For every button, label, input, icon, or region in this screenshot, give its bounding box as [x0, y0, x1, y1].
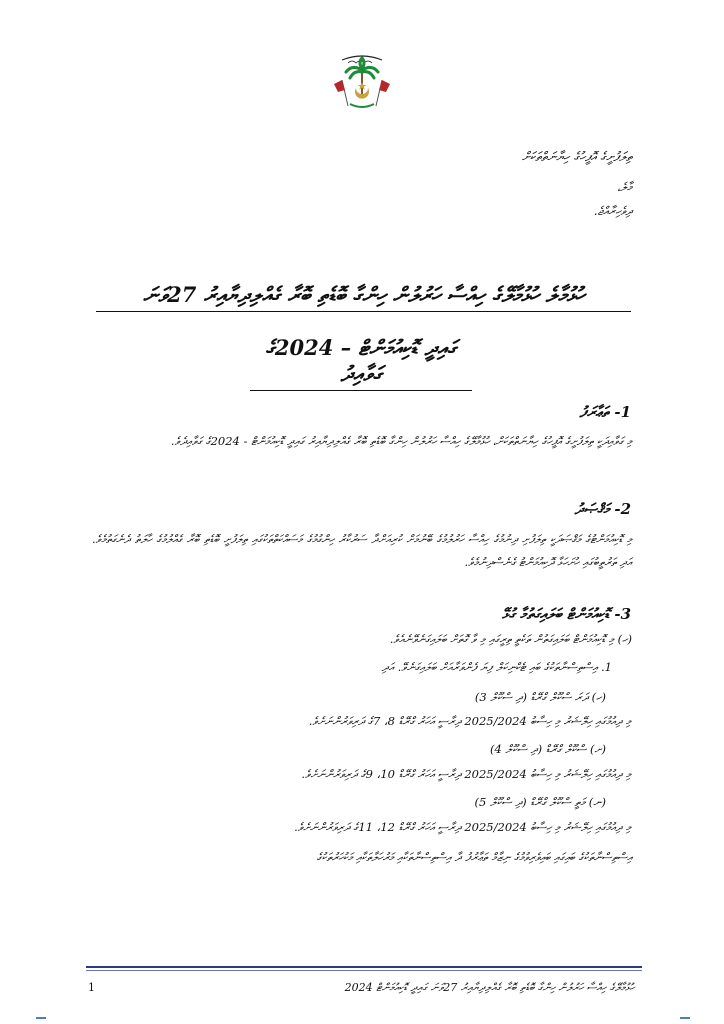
office-city: މާލެ،: [617, 180, 632, 194]
section-item: މި ދިއުމުގައި ހިލޭޝަރު މި ހިސާބު 2025/2024 ދިރާސީ އަހަރު ގްރޭޑް 12، 11ގެ ދަރިވަރުންނަށެވެ.: [294, 820, 631, 834]
section-heading-introduction: 1- ތަޢާރަފު: [579, 403, 631, 421]
office-name: ތިލަފުށީގެ އޮފީހުގެ ހިޔާނަތްތަކަށް: [521, 150, 632, 165]
section-heading-purpose: 2- މަޤްޞަދު: [574, 500, 631, 518]
section-item: މި ދިއުމުގައި ހިލޭޝަރު މި ހިސާބު 2025/2024 ދިރާސީ އަހަރު ގްރޭޑް 10، 9ގެ ދަރިވަރުންނަށެވެ.: [301, 767, 631, 781]
state-emblem: [328, 50, 396, 118]
corner-mark-right: [680, 1017, 690, 1019]
emblem-icon: [328, 50, 396, 118]
office-country: ދިވެހިރާއްޖެ.: [593, 204, 632, 218]
section-item: (ނ) މަތީ ސްކޫލް ގްރޭޑް (ދި ސްކޫލް 5): [474, 795, 606, 809]
section-body-introduction: މި ގަވާއިދަކީ ތިލަފުށީގެ އޮފީހުގެ ހިޔާނަތްތަކަށް، ހުޅުމާލޭގެ ހިއްސާ ހަރުލުން ހިންގާ ބޮޑެތި ބޮރާ ގެއްލިދިޔާއިރު ގައިދީ ޑޮކިއުމަންޓް - 2024ގެ ގަވާއިދެވެ.: [170, 434, 632, 448]
document-title-line-1: ހުޅުމާލެ ހުޅުމާލޭގެ ހިއްސާ ހަރުލުން ހިންގާ ބޮޑެތި ބޮރާ ގެއްލިދިޔާއިރު 27ވަނަ: [96, 282, 631, 312]
page-number: 1: [88, 981, 95, 994]
footer-title: ހުޅުމާލޭގެ ހިއްސާ ހަރުލުން ހިންގާ ބޮޑެތި ބޮރާ ގެއްލިދިޔާއިރު 27ވަނަ ގައިދީ ޑޮކިއުމަންޓް 2024: [344, 981, 634, 994]
section-body-purpose: މި ޑޮކިއުމަންޓުގެ މަޤްޞަދަކީ ތިލަފުށި ދިނުމުގެ ހިއްސާ ހަރުލުމުގެ ބޭނުމަށް ކުރިއަށްދާ ސަރުކާރު ހިންގުމުގެ މަސައްކަތްތަކުގައި ތިލަފުށީ ބޮޑެތި ބޮރާ ގެއްލުމުގެ ހާލަތު ދެނެގަތުމެވެ. އަދި ތަރުތީބުގައި ހުށަހަޅާ ދޮކިއުމަންޓު ގެނެސްދިނުމެވެ.: [92, 532, 632, 569]
footer-divider: [86, 966, 642, 968]
section-item: މި ދިއުމުގައި ހިލޭޝަރު މި ހިސާބު 2025/2024 ދިރާސީ އަހަރު ގްރޭޑް 8، 7ގެ ދަރިވަރުންނަށެވެ.: [308, 714, 631, 728]
corner-mark-left: [36, 1017, 46, 1019]
section-item: 1. އިސްތިސްނާތަކުގެ ބައި ޓެކްނިކަލް ފިޔަ ފެންވަރާއަށް ބަލައިގަނެވޭ. އަދި: [381, 660, 612, 674]
section-item: (ހ) ދަރަ ސްކޫލް ގްރޭޑް (ދި ސްކޫލް 3): [474, 690, 606, 704]
section-item: (ހ) މި ޑޮކިއުމަންޓް ބަލައިގަތުން ތަކެތީ ތިރީގައި މި ވާ ގޮތަށް ބަލައިގަނެވޭނެއެވެ.: [389, 632, 632, 646]
section-item: އިސްތިސްނާތަކުގެ ބައިގައި ބައިވެރިވުމުގެ ނިޒާމް ތަޢާރުފު ދާ އިސްތިސްނާތަކާއި މަރުހަލާތަކާއި މަކުހަރުތަކުގެ: [316, 850, 632, 864]
section-item: (ށ) ސްކޫލް ގްރޭޑް (ދި ސްކޫލް 4): [489, 742, 606, 756]
section-heading-acceptance: 3- ޑޮކިއުމަންޓް ބަލައިގަތުމާ ގުޅޭ: [501, 605, 631, 623]
document-title-line-2: ގައިދީ ޑޮކިއުމަންޓް – 2024ގެ ގަވާއިދު: [250, 335, 472, 391]
footer-divider-thin: [86, 970, 642, 971]
